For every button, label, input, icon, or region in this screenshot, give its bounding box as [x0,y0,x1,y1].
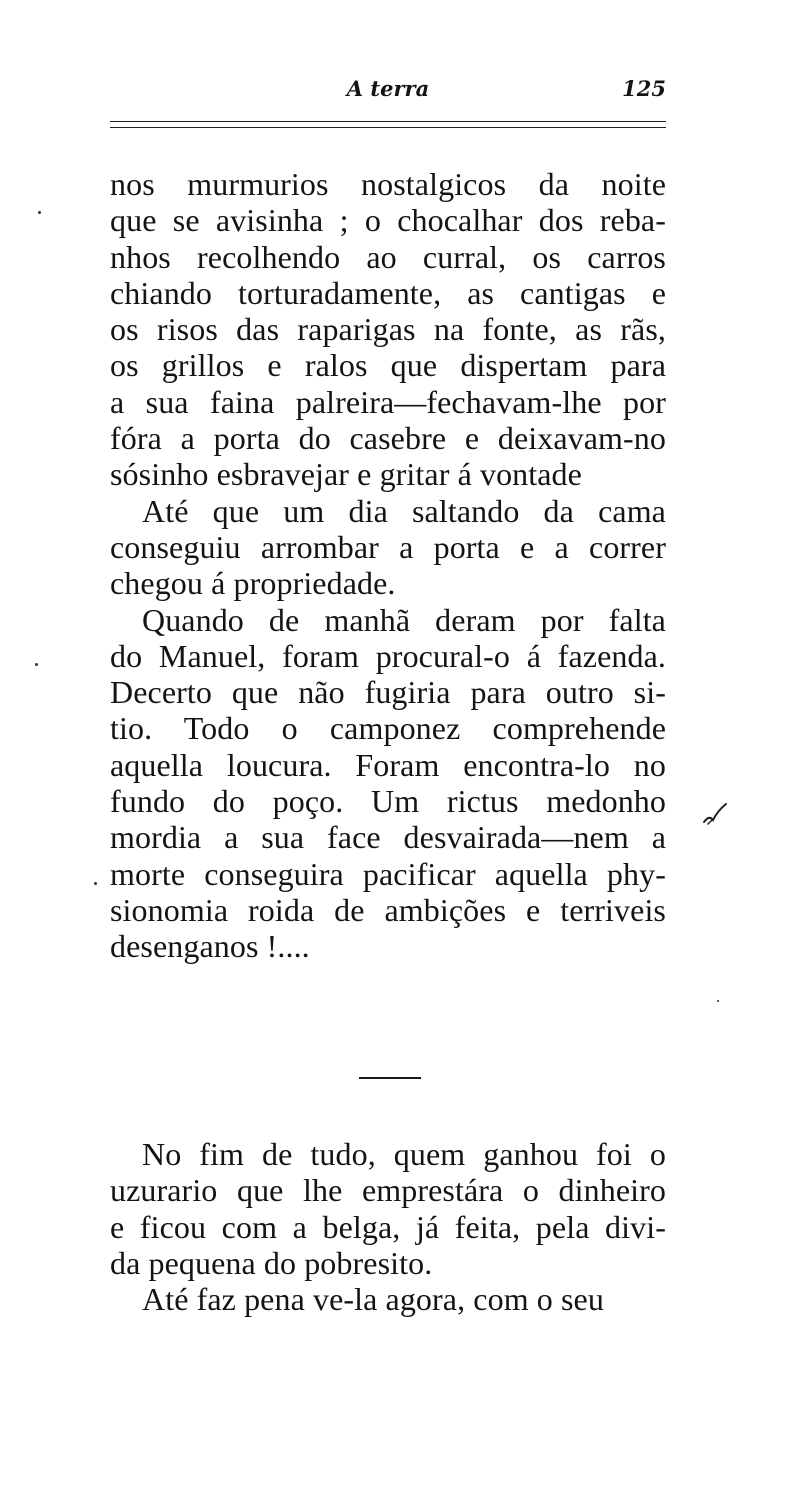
text-line: sósinho esbravejar e gritar á vontade [110,456,582,493]
text-line: tio. Todo o camponez comprehende [110,710,666,747]
text-line: da pequena do pobresito. [110,1244,433,1281]
margin-check-mark-icon [700,800,730,830]
text-line: conseguiu arrombar a porta e a correr [110,528,666,565]
scan-speck [38,211,41,214]
text-line: e ficou com a belga, já feita, pela divi- [110,1208,666,1245]
scan-speck [94,882,97,885]
text-line: uzurario que lhe emprestára o dinheiro [110,1172,666,1209]
body-text-lower [110,1136,666,1317]
text-line: os risos das raparigas na fonte, as rãs, [110,311,666,348]
text-line: desenganos !.... [110,928,310,965]
text-line: Até faz pena ve-la agora, com o seu [142,1281,604,1318]
text-line: nos murmurios nostalgicos da noite [110,166,666,202]
page-header [110,74,666,110]
text-line: que se avisinha ; o chocalhar dos reba- [110,202,666,239]
scan-speck [717,1000,719,1002]
text-line: chegou á propriedade. [110,565,396,602]
text-line: Até que um dia saltando da cama [142,492,666,529]
text-line: do Manuel, foram procural-o á fazenda. [110,637,666,674]
text-line: Decerto que não fugiria para outro si- [110,674,666,711]
text-line: No fim de tudo, quem ganhou foi o [142,1136,666,1172]
body-text-upper [110,166,666,965]
text-line: fóra a porta do casebre e deixavam-no [110,420,666,457]
text-line: morte conseguira pacificar aquella phy- [110,855,666,892]
text-line: a sua faina palreira—fechavam-lhe por [110,383,666,420]
text-line: mordia a sua face desvairada—nem a [110,819,666,856]
scan-speck [35,663,38,666]
text-line: os grillos e ralos que dispertam para [110,347,666,384]
page-number: 125 [622,76,666,101]
text-line: nhos recolhendo ao curral, os carros [110,238,666,275]
text-line: sionomia roida de ambições e terriveis [110,891,666,928]
header-rule-bottom [110,127,666,128]
running-title: A terra [346,76,430,101]
header-rule-top [110,121,666,122]
text-line: Quando de manhã deram por falta [142,601,666,638]
section-separator [359,1077,421,1079]
text-line: chiando torturadamente, as cantigas e [110,274,666,311]
text-line: fundo do poço. Um rictus medonho [110,783,666,820]
text-line: aquella loucura. Foram encontra-lo no [110,746,666,783]
